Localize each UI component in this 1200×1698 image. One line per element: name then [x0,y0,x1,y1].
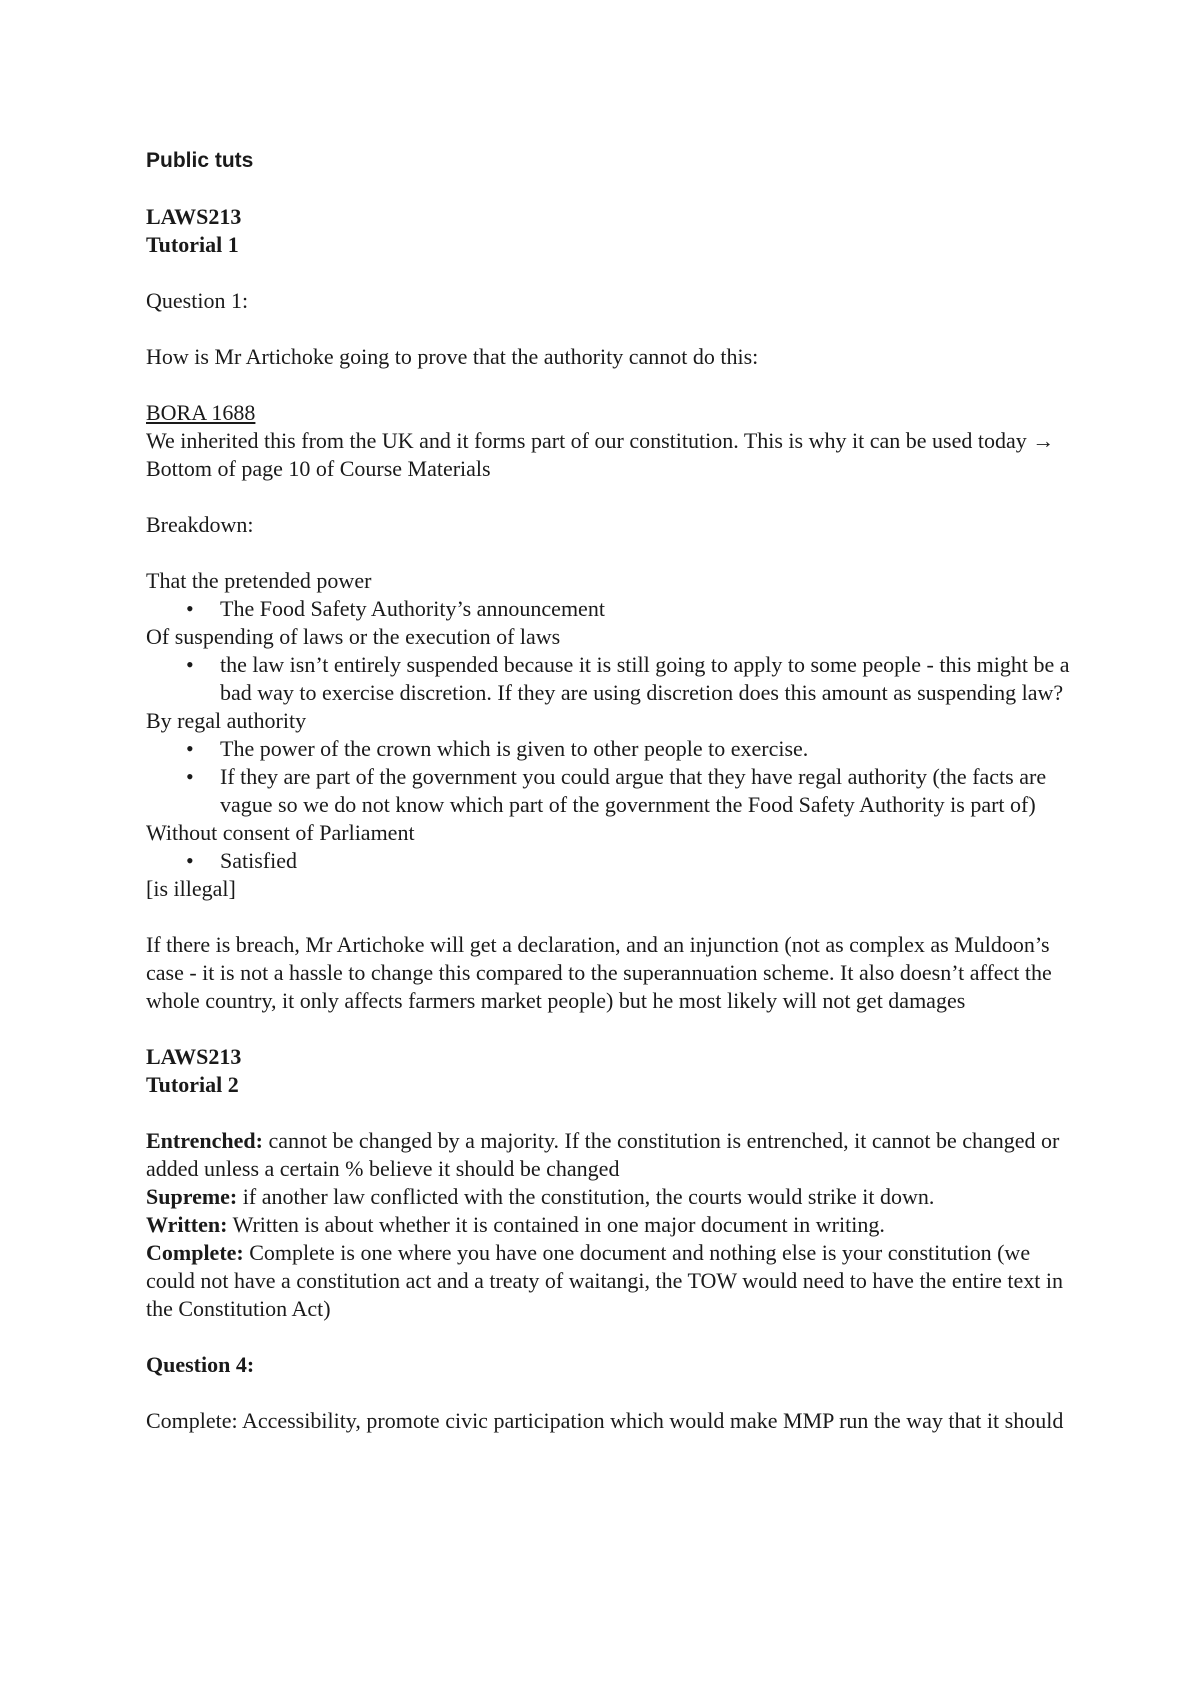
bullet-icon: • [186,652,194,677]
definition-term: Supreme: [146,1184,238,1209]
definition-entrenched [146,1127,1076,1183]
breakdown-heading: Without consent of Parliament [146,820,415,845]
tutorial1-question-text: How is Mr Artichoke going to prove that the authority cannot do this: [146,344,759,369]
definition-term: Complete: [146,1240,244,1265]
bullet-list [146,595,1076,623]
definition-text: Written is about whether it is contained in one major document in writing. [227,1212,885,1237]
definition-term: Written: [146,1212,228,1237]
list-item [146,763,1076,819]
tutorial2-course-code: LAWS213 [146,1044,242,1069]
definition-text: if another law conflicted with the constitution, the courts would strike it down. [237,1184,935,1209]
bullet-icon: • [186,764,194,789]
list-item-text: Satisfied [220,848,297,873]
list-item-text: If they are part of the government you could argue that they have regal authority (the facts are vague so we do not know which part of the government the Food Safety Authority is part of) [220,764,1047,817]
bullet-icon: • [186,596,194,621]
bullet-icon: • [186,848,194,873]
list-item [146,735,1076,763]
definitions-list [146,1127,1076,1323]
list-item [146,847,1076,875]
breakdown-label: Breakdown: [146,512,254,537]
breakdown-heading: Of suspending of laws or the execution of laws [146,624,561,649]
document-content [146,147,1076,1435]
definition-written [146,1211,1076,1239]
closing-bracket: [is illegal] [146,876,236,901]
tutorial2-question-label: Question 4: [146,1352,255,1377]
definition-text: Complete is one where you have one document and nothing else is your constitution (we could not have a constitution act and a treaty of waitangi, the TOW would need to have the entire text in the Constitution Act) [146,1240,1064,1321]
definition-term: Entrenched: [146,1128,263,1153]
list-item [146,595,1076,623]
tutorial1-title: Tutorial 1 [146,232,239,257]
tutorial2-title: Tutorial 2 [146,1072,239,1097]
bullet-list [146,735,1076,819]
tutorial1-question-label: Question 1: [146,288,249,313]
list-item-text: The power of the crown which is given to other people to exercise. [220,736,809,761]
definition-supreme [146,1183,1076,1211]
list-item [146,651,1076,707]
breakdown-heading: By regal authority [146,708,307,733]
definition-complete [146,1239,1076,1323]
bullet-list [146,651,1076,707]
bullet-list [146,847,1076,875]
list-item-text: the law isn’t entirely suspended because it is still going to apply to some people - this might be a bad way to exercise discretion. If they are using discretion does this amount as suspending law? [220,652,1070,705]
tutorial1-course-code: LAWS213 [146,204,242,229]
tutorial2-answer: Complete: Accessibility, promote civic participation which would make MMP run the way that it should [146,1408,1064,1433]
breakdown-heading: That the pretended power [146,568,372,593]
list-item-text: The Food Safety Authority’s announcement [220,596,605,621]
conclusion-paragraph: If there is breach, Mr Artichoke will get a declaration, and an injunction (not as complex as Muldoon’s case - it is not a hassle to change this compared to the superannuation scheme. It also doesn’t affect the whole country, it only affects farmers market people) but he most likely will not get damages [146,932,1052,1013]
bullet-icon: • [186,736,194,761]
document-title: Public tuts [146,149,254,172]
breakdown-list [146,567,1076,875]
source-heading: BORA 1688 [146,400,256,425]
definition-text: cannot be changed by a majority. If the constitution is entrenched, it cannot be changed or added unless a certain % believe it should be changed [146,1128,1060,1181]
source-note: We inherited this from the UK and it forms part of our constitution. This is why it can be used today → Bottom of page 10 of Course Materials [146,428,1055,481]
